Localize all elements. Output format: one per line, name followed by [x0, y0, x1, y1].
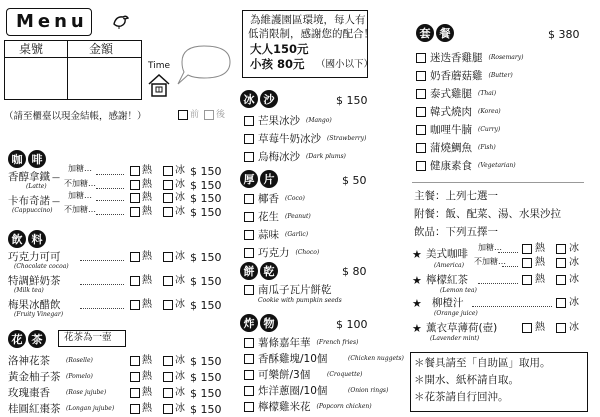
latte-nosugar-ice-checkbox[interactable]: [163, 180, 173, 190]
cappuccino-nosugar-hot-checkbox[interactable]: [130, 207, 140, 217]
thick_toast-item-checkbox[interactable]: [244, 230, 254, 240]
cookie-heading: 餅 乾: [240, 262, 278, 280]
thick_toast-item-en: (Garlic): [285, 231, 309, 238]
americano-nosugar-hot-checkbox[interactable]: [522, 258, 532, 268]
set_meal-item-en: (Vegetarian): [478, 162, 516, 169]
set_meal-item-checkbox[interactable]: [416, 53, 426, 63]
tea-ice-checkbox[interactable]: [163, 388, 173, 398]
note-water: ＊開水、紙杯請自取。: [414, 374, 519, 386]
set_meal-item-checkbox[interactable]: [416, 107, 426, 117]
drink-price: $ 150: [190, 275, 222, 288]
fried-item-en: (Popcorn chicken): [316, 403, 372, 410]
set_meal-item-checkbox[interactable]: [416, 161, 426, 171]
set_meal-item-label: 奶香蘑菇雞: [430, 70, 483, 82]
set_meal-item-label: 蒲燒鯛魚: [430, 142, 472, 154]
drink-ice-label: 冰: [175, 251, 185, 262]
drink-item-label: 梅果冰醋飲: [8, 299, 61, 311]
lemon-tea-hot-checkbox[interactable]: [522, 275, 532, 285]
shaved_ice-item-en: (Mango): [306, 117, 332, 124]
tea-item-label: 黃金柚子茶: [8, 371, 61, 383]
fried-item-en: (Chicken nuggets): [348, 355, 404, 362]
drink-hot-label: 熱: [142, 251, 152, 262]
table-number-label: 桌號: [19, 42, 44, 56]
tea-item-label: 桂圓紅棗茶: [8, 403, 61, 415]
fried-item-checkbox[interactable]: [244, 386, 254, 396]
drink-hot-checkbox[interactable]: [130, 276, 140, 286]
thick_toast-item-label: 蒜味: [258, 229, 279, 241]
set_meal-item-en: (Fish): [478, 144, 496, 151]
child-minimum: 小孩 80元: [250, 57, 305, 71]
set_meal-item-label: 迷迭香雞腿: [430, 52, 483, 64]
thick_toast-item-en: (Coco): [285, 195, 305, 202]
set_meal-item-checkbox[interactable]: [416, 89, 426, 99]
drink-hot-checkbox[interactable]: [130, 300, 140, 310]
drink-ice-checkbox[interactable]: [163, 252, 173, 262]
latte-sugar-ice-checkbox[interactable]: [163, 166, 173, 176]
fried-item-label: 薯條嘉年華: [258, 337, 311, 349]
drink-item-label: 巧克力可可: [8, 251, 61, 263]
thick_toast-item-checkbox[interactable]: [244, 194, 254, 204]
cappuccino-sugar-ice-checkbox[interactable]: [163, 193, 173, 203]
shaved_ice-item-label: 草莓牛奶冰沙: [258, 133, 321, 145]
policy-line-1: 為維護園區環境，每人有: [250, 14, 366, 26]
set-meal-main: 主餐：上列七選一: [414, 190, 498, 202]
tea-ice-label: 冰: [175, 355, 185, 366]
tea-item-en: (Roselle): [66, 357, 93, 364]
table-number-field[interactable]: [7, 59, 65, 97]
americano-sugar-hot-checkbox[interactable]: [522, 244, 532, 254]
thick_toast-item-label: 椰香: [258, 193, 279, 205]
back-checkbox[interactable]: [204, 110, 214, 120]
thick_toast-item-label: 巧克力: [258, 247, 290, 259]
set-meal-side: 附餐：飯、配菜、湯、水果沙拉: [414, 208, 561, 220]
tea-hot-checkbox[interactable]: [130, 404, 140, 414]
set-meal-heading: 套 餐: [416, 24, 454, 42]
set-meal-drink: 飲品：下列五擇一: [414, 226, 498, 238]
amount-field[interactable]: [69, 59, 139, 97]
tea-pot-note: 花茶為一壺: [64, 332, 112, 343]
fried-item-en: (Onion rings): [348, 387, 389, 394]
shaved_ice-item-checkbox[interactable]: [244, 116, 254, 126]
shaved-ice-heading: 冰 沙: [240, 90, 278, 108]
tea-ice-label: 冰: [175, 387, 185, 398]
tea-hot-label: 熱: [142, 355, 152, 366]
drink-item-en: (Chocolate cocoa): [14, 263, 69, 270]
note-tea-refill: ＊花茶請自行回沖。: [414, 391, 509, 403]
set_meal-item-en: (Curry): [478, 126, 501, 133]
drinks-heading: 飲 料: [8, 230, 46, 248]
child-note: （國小以下）: [316, 59, 374, 70]
shaved_ice-item-checkbox[interactable]: [244, 152, 254, 162]
fried-item-label: 可樂餅/3個: [258, 369, 311, 381]
set-meal-price: $ 380: [548, 28, 580, 41]
menu-title: Menu: [16, 11, 88, 32]
tea-hot-checkbox[interactable]: [130, 356, 140, 366]
tea-ice-label: 冰: [175, 371, 185, 382]
back-label: 後: [216, 110, 226, 120]
order-table: [4, 40, 142, 100]
policy-line-2: 低消限制，感謝您的配合！: [248, 28, 374, 40]
fried-item-label: 香酥雞塊/10個: [258, 353, 328, 365]
lavender-mint-ice-checkbox[interactable]: [556, 323, 566, 333]
tea-ice-checkbox[interactable]: [163, 356, 173, 366]
set_meal-item-checkbox[interactable]: [416, 71, 426, 81]
set_meal-item-label: 咖哩牛腩: [430, 124, 472, 136]
toast-price: $ 50: [342, 174, 367, 187]
front-checkbox[interactable]: [178, 110, 188, 120]
fried-item-checkbox[interactable]: [244, 402, 254, 412]
shaved_ice-item-label: 烏梅冰沙: [258, 151, 300, 163]
drink-price: $ 150: [190, 299, 222, 312]
fried-item-en: (Croquette): [327, 371, 363, 378]
tea-hot-label: 熱: [142, 403, 152, 414]
payment-notice: （請至櫃臺以現金結帳，感謝！）: [4, 111, 147, 122]
note-utensils: ＊餐具請至「自助區」取用。: [414, 357, 551, 369]
cookie-price: $ 80: [342, 265, 367, 278]
drink-price: $ 150: [190, 251, 222, 264]
set_meal-item-en: (Thai): [478, 90, 497, 97]
amount-label: 金額: [89, 42, 114, 56]
tea-ice-checkbox[interactable]: [163, 372, 173, 382]
toast-heading: 厚 片: [240, 170, 278, 188]
tea-item-label: 玫瑰棗香: [8, 387, 50, 399]
fried-item-checkbox[interactable]: [244, 338, 254, 348]
drink-hot-label: 熱: [142, 275, 152, 286]
cookie-pumpkin-checkbox[interactable]: [244, 285, 254, 295]
drink-ice-label: 冰: [175, 275, 185, 286]
tea-hot-checkbox[interactable]: [130, 388, 140, 398]
set_meal-item-checkbox[interactable]: [416, 125, 426, 135]
set_meal-item-checkbox[interactable]: [416, 143, 426, 153]
tea-price: $ 150: [190, 403, 222, 416]
set_meal-item-en: (Butter): [488, 72, 513, 79]
fried-item-en: (French fries): [316, 339, 359, 346]
tea-hot-label: 熱: [142, 371, 152, 382]
drink-hot-label: 熱: [142, 299, 152, 310]
shaved-ice-price: $ 150: [336, 94, 368, 107]
drink-item-en: (Fruity Vinegar): [14, 311, 64, 318]
shaved_ice-item-checkbox[interactable]: [244, 134, 254, 144]
drink-item-en: (Milk tea): [14, 287, 44, 294]
set_meal-item-en: (Rosemary): [488, 54, 524, 61]
shaved_ice-item-en: (Strawberry): [327, 135, 367, 142]
speech-bubble-icon: [176, 40, 236, 90]
cappuccino-nosugar-ice-checkbox[interactable]: [163, 207, 173, 217]
americano-nosugar-ice-checkbox[interactable]: [556, 258, 566, 268]
shaved_ice-item-en: (Dark plums): [306, 153, 346, 160]
fried-item-label: 檸檬雞米花: [258, 401, 311, 413]
fried-item-checkbox[interactable]: [244, 370, 254, 380]
tea-price: $ 150: [190, 387, 222, 400]
tea-item-label: 洛神花茶: [8, 355, 50, 367]
drink-ice-checkbox[interactable]: [163, 300, 173, 310]
house-icon: [146, 72, 172, 98]
tea-price: $ 150: [190, 371, 222, 384]
bird-icon: [112, 12, 130, 30]
fried-price: $ 100: [336, 318, 368, 331]
tea-ice-checkbox[interactable]: [163, 404, 173, 414]
lavender-mint-hot-checkbox[interactable]: [522, 323, 532, 333]
drink-ice-label: 冰: [175, 299, 185, 310]
fried-heading: 炸 物: [240, 314, 278, 332]
cappuccino-sugar-hot-checkbox[interactable]: [130, 193, 140, 203]
tea-item-en: (Rose jujube): [66, 389, 107, 396]
tea-price: $ 150: [190, 355, 222, 368]
latte-nosugar-hot-checkbox[interactable]: [130, 180, 140, 190]
shaved_ice-item-label: 芒果冰沙: [258, 115, 300, 127]
tea-hot-label: 熱: [142, 387, 152, 398]
set_meal-item-en: (Korea): [478, 108, 501, 115]
coffee-heading: 咖 啡: [8, 150, 46, 168]
time-label: Time: [148, 61, 171, 71]
drink-hot-checkbox[interactable]: [130, 252, 140, 262]
thick_toast-item-checkbox[interactable]: [244, 248, 254, 258]
set_meal-item-label: 韓式燒肉: [430, 106, 472, 118]
cookie-pumpkin-en: Cookie with pumpkin seeds: [258, 297, 342, 304]
tea-ice-label: 冰: [175, 403, 185, 414]
latte-sugar-hot-checkbox[interactable]: [130, 166, 140, 176]
lemon-tea-ice-checkbox[interactable]: [556, 275, 566, 285]
fried-item-checkbox[interactable]: [244, 354, 254, 364]
cookie-pumpkin-label: 南瓜子瓦片餅乾: [258, 284, 332, 296]
fried-item-label: 炸洋蔥圈/10個: [258, 385, 328, 397]
drink-ice-checkbox[interactable]: [163, 276, 173, 286]
tea-item-en: (Longan jujube): [66, 405, 115, 412]
set-meal-divider: [412, 182, 584, 183]
thick_toast-item-en: (Choco): [295, 249, 320, 256]
thick_toast-item-label: 花生: [258, 211, 279, 223]
drink-item-label: 特調鮮奶茶: [8, 275, 61, 287]
americano-sugar-ice-checkbox[interactable]: [556, 244, 566, 254]
set_meal-item-label: 健康素食: [430, 160, 472, 172]
tea-hot-checkbox[interactable]: [130, 372, 140, 382]
tea-item-en: (Pomelo): [66, 373, 93, 380]
adult-minimum: 大人150元: [250, 42, 309, 56]
front-label: 前: [190, 110, 200, 120]
thick_toast-item-en: (Peanut): [285, 213, 311, 220]
set_meal-item-label: 泰式雞腿: [430, 88, 472, 100]
orange-juice-ice-checkbox[interactable]: [556, 298, 566, 308]
menu-title-box: [6, 8, 92, 36]
thick_toast-item-checkbox[interactable]: [244, 212, 254, 222]
tea-heading: 花 茶: [8, 330, 46, 348]
